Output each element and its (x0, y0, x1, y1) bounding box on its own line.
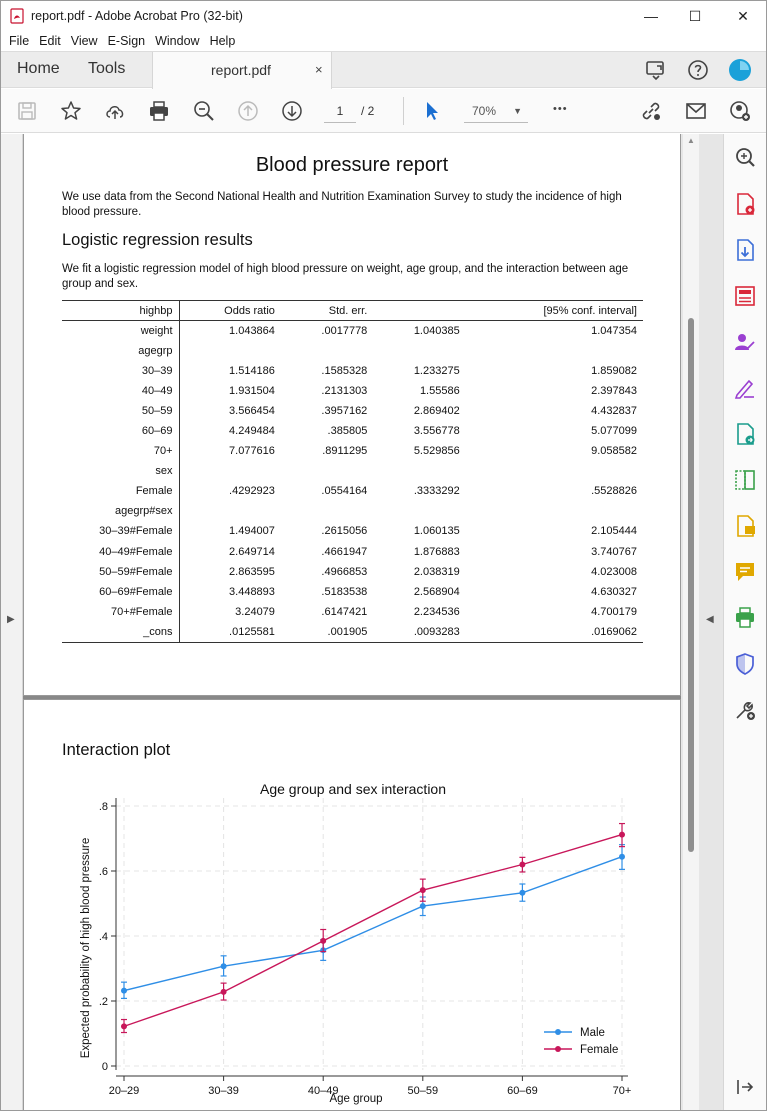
table-cell: 4.432837 (591, 404, 637, 417)
legend-marker (555, 1029, 561, 1035)
request-signatures-icon[interactable] (732, 329, 758, 355)
table-cell: 3.556778 (413, 425, 460, 438)
close-tab-icon[interactable]: × (315, 62, 323, 77)
column-header: [95% conf. interval] (466, 301, 643, 321)
chart-grid (116, 798, 628, 1070)
previous-page-icon[interactable] (236, 99, 260, 123)
table-cell (179, 341, 281, 361)
section-heading-plot: Interaction plot (62, 741, 171, 759)
table-cell: .3957162 (321, 404, 368, 417)
pdf-file-icon (9, 8, 25, 24)
row-label: sex (62, 461, 179, 481)
menu-bar (1, 31, 766, 51)
create-pdf-icon[interactable] (732, 191, 758, 217)
table-header-row (62, 301, 643, 321)
edit-pdf-comment-icon[interactable] (732, 513, 758, 539)
data-point (320, 938, 326, 944)
row-label: Female (62, 481, 179, 501)
account-avatar-icon[interactable] (728, 58, 752, 82)
table-cell (466, 341, 643, 361)
x-tick-label: 50–59 (407, 1085, 439, 1097)
window-title: report.pdf - Adobe Acrobat Pro (32-bit) (31, 9, 243, 23)
table-cell: .6147421 (321, 605, 368, 618)
save-icon[interactable] (15, 99, 39, 123)
table-cell: 1.233275 (413, 364, 460, 377)
table-cell: .4661947 (321, 545, 368, 558)
legend-marker (555, 1046, 561, 1052)
table-cell: .0093283 (373, 622, 465, 642)
title-bar (1, 1, 766, 31)
legend-label: Male (580, 1027, 605, 1039)
export-pdf-icon[interactable] (732, 237, 758, 263)
collapse-tools-pane-icon[interactable] (732, 1074, 758, 1100)
data-point (519, 862, 525, 868)
table-row (62, 321, 643, 341)
table-row (62, 542, 643, 562)
print-icon[interactable] (147, 99, 171, 123)
table-cell: 1.55586 (419, 384, 460, 397)
data-point (121, 988, 127, 994)
table-cell: 3.740767 (591, 545, 637, 558)
regression-table-body (62, 321, 643, 643)
table-cell: .0017778 (321, 324, 368, 337)
table-cell: 1.931504 (229, 384, 275, 397)
table-cell: 2.234536 (413, 605, 460, 618)
tab-tools[interactable]: Tools (88, 60, 126, 77)
table-cell (179, 461, 281, 481)
share-link-icon[interactable] (639, 99, 663, 123)
table-cell: .1585328 (321, 364, 368, 377)
y-tick-label: 0 (101, 1061, 108, 1073)
row-label: _cons (62, 622, 179, 642)
table-row (62, 582, 643, 602)
table-cell: 2.105444 (591, 525, 637, 538)
data-point (420, 887, 426, 893)
left-panel-collapsed[interactable] (1, 134, 23, 1111)
legend-label: Female (580, 1044, 619, 1056)
pdf-page-2 (23, 699, 681, 1111)
x-tick-label: 70+ (612, 1085, 632, 1097)
x-tick-label: 40–49 (307, 1085, 339, 1097)
table-cell (281, 461, 373, 481)
table-row (62, 441, 643, 461)
row-label: agegrp#sex (62, 501, 179, 521)
table-row (62, 622, 643, 642)
table-row (62, 461, 643, 481)
upload-cloud-icon[interactable] (103, 99, 127, 123)
table-row (62, 501, 643, 521)
search-zoom-icon[interactable] (732, 144, 758, 170)
x-axis-label: Age group (329, 1093, 383, 1105)
table-cell: .385805 (327, 425, 368, 438)
table-cell: 4.700179 (591, 605, 637, 618)
page-number-input[interactable]: 1 (324, 99, 356, 123)
column-header: Std. err. (281, 301, 373, 321)
data-point (221, 989, 227, 995)
table-row (62, 361, 643, 381)
table-row (62, 381, 643, 401)
fill-sign-icon[interactable] (732, 375, 758, 401)
table-cell: 1.859082 (591, 364, 637, 377)
table-cell: 5.529856 (413, 445, 460, 458)
row-label: 50–59#Female (62, 562, 179, 582)
table-cell: 1.040385 (413, 324, 460, 337)
table-cell: .2131303 (321, 384, 368, 397)
regression-table (62, 300, 643, 643)
scroll-up-icon[interactable]: ▲ (687, 136, 695, 145)
vertical-scrollbar[interactable] (683, 134, 699, 1111)
row-label: 30–39 (62, 361, 179, 381)
table-cell (179, 501, 281, 521)
table-cell: 2.038319 (413, 565, 460, 578)
y-tick-label: .8 (98, 801, 108, 813)
chart-title: Age group and sex interaction (259, 781, 447, 797)
document-viewport[interactable] (1, 134, 723, 1111)
table-cell (281, 501, 373, 521)
series-line-female (124, 835, 622, 1027)
compare-files-icon[interactable] (732, 467, 758, 493)
y-tick-label: .2 (98, 996, 108, 1008)
regression-paragraph: We fit a logistic regression model of high blood pressure on weight, age group, and the interaction between age group and sex. (62, 263, 629, 290)
table-row (62, 401, 643, 421)
interaction-plot (64, 770, 644, 1111)
menu-esign[interactable]: E-Sign (107, 34, 146, 48)
row-label: 60–69#Female (62, 582, 179, 602)
y-tick-label: .6 (98, 866, 108, 878)
table-row (62, 421, 643, 441)
section-heading-regression: Logistic regression results (62, 231, 253, 249)
pdf-page-1 (23, 134, 681, 696)
table-cell: .3333292 (413, 485, 460, 498)
row-label: agegrp (62, 341, 179, 361)
table-cell: .0169062 (466, 622, 643, 642)
column-header (373, 301, 465, 321)
expand-left-panel-icon[interactable]: ▶ (7, 614, 15, 625)
zoom-value: 70% (472, 104, 497, 118)
table-cell: 1.876883 (413, 545, 460, 558)
menu-view[interactable]: View (70, 34, 98, 48)
table-cell: 1.047354 (591, 324, 637, 337)
menu-window[interactable]: Window (155, 34, 200, 48)
table-cell: 5.077099 (591, 425, 637, 438)
intro-paragraph: We use data from the Second National Health and Nutrition Examination Survey to study the incidence of high blood pressure. (62, 191, 622, 218)
table-cell: 2.863595 (229, 565, 275, 578)
table-cell: 2.568904 (413, 585, 460, 598)
table-cell: .0125581 (179, 622, 281, 642)
series-line-male (124, 857, 622, 991)
table-cell: .5528826 (591, 485, 637, 498)
bookmark-star-icon[interactable] (59, 99, 83, 123)
table-cell (466, 501, 643, 521)
table-row (62, 341, 643, 361)
table-cell: .4292923 (229, 485, 275, 498)
column-header: Odds ratio (179, 301, 281, 321)
minimize-button[interactable]: — (644, 8, 658, 24)
table-cell (466, 461, 643, 481)
table-cell: 4.630327 (591, 585, 637, 598)
chevron-down-icon: ▼ (513, 106, 522, 116)
table-cell (373, 461, 465, 481)
share-screen-icon[interactable] (644, 58, 668, 82)
menu-edit[interactable]: Edit (39, 34, 61, 48)
select-cursor-icon[interactable] (420, 99, 444, 123)
organize-pages-icon[interactable] (732, 283, 758, 309)
table-cell: 4.023008 (591, 565, 637, 578)
table-cell: 4.249484 (229, 425, 275, 438)
scrollbar-thumb[interactable] (688, 318, 694, 852)
table-cell: 1.514186 (229, 364, 275, 377)
data-point (619, 854, 625, 860)
chart-axes (99, 798, 632, 1097)
add-user-icon[interactable] (728, 99, 752, 123)
tab-bar (1, 51, 766, 88)
row-label: weight (62, 321, 179, 341)
help-icon[interactable] (686, 58, 710, 82)
row-label: 60–69 (62, 421, 179, 441)
table-cell: 7.077616 (229, 445, 275, 458)
more-tools-icon[interactable]: ••• (553, 103, 568, 115)
x-tick-label: 60–69 (507, 1085, 538, 1097)
tab-home[interactable]: Home (17, 60, 60, 77)
x-tick-label: 20–29 (108, 1085, 140, 1097)
data-point (121, 1023, 127, 1029)
table-cell: .2615056 (321, 525, 368, 538)
comment-icon[interactable] (732, 559, 758, 585)
email-icon[interactable] (684, 99, 708, 123)
collapse-right-panel-icon[interactable]: ◀ (706, 614, 714, 625)
close-window-button[interactable]: ✕ (737, 7, 749, 24)
send-for-review-icon[interactable] (732, 421, 758, 447)
table-cell: 3.24079 (235, 605, 275, 618)
more-tools-wrench-icon[interactable] (732, 697, 758, 723)
table-row (62, 521, 643, 541)
row-label: 70+ (62, 441, 179, 461)
tab-report-pdf[interactable] (152, 52, 332, 89)
next-page-icon[interactable] (280, 99, 304, 123)
table-cell: .8911295 (322, 445, 368, 458)
column-header: highbp (62, 301, 179, 321)
row-label: 70+#Female (62, 602, 179, 622)
table-cell: 3.448893 (229, 585, 275, 598)
table-cell: .5183538 (321, 585, 368, 598)
table-cell: 2.869402 (413, 404, 460, 417)
maximize-button[interactable]: ☐ (688, 7, 702, 24)
protect-shield-icon[interactable] (732, 651, 758, 677)
report-title: Blood pressure report (255, 154, 449, 176)
table-cell: .001905 (281, 622, 373, 642)
tab-report-label: report.pdf (211, 62, 271, 78)
main-toolbar (1, 89, 766, 133)
table-cell: 9.058582 (591, 445, 637, 458)
table-cell (281, 341, 373, 361)
table-cell: .0554164 (321, 485, 368, 498)
table-cell: 1.060135 (413, 525, 460, 538)
menu-file[interactable]: File (9, 34, 30, 48)
page-total: / 2 (361, 104, 375, 118)
data-point (619, 832, 625, 838)
toolbar-divider (403, 97, 404, 125)
data-point (519, 890, 525, 896)
row-label: 40–49#Female (62, 542, 179, 562)
table-row (62, 562, 643, 582)
y-tick-label: .4 (98, 931, 108, 943)
data-point (420, 903, 426, 909)
menu-help[interactable]: Help (209, 34, 236, 48)
table-cell: .4966853 (321, 565, 368, 578)
row-label: 30–39#Female (62, 521, 179, 541)
table-cell: 1.043864 (229, 324, 275, 337)
table-row (62, 481, 643, 501)
table-cell (373, 501, 465, 521)
right-tools-panel (723, 134, 766, 1111)
table-row (62, 602, 643, 622)
data-point (221, 963, 227, 969)
y-axis-label: Expected probability of high blood pressure (80, 837, 92, 1059)
row-label: 40–49 (62, 381, 179, 401)
table-cell: 2.649714 (229, 545, 275, 558)
table-cell: 3.566454 (229, 404, 275, 417)
table-cell: 1.494007 (229, 525, 275, 538)
row-label: 50–59 (62, 401, 179, 421)
zoom-out-icon[interactable] (192, 99, 216, 123)
table-cell (373, 341, 465, 361)
chart-legend (544, 1027, 618, 1056)
x-tick-label: 30–39 (208, 1085, 239, 1097)
table-cell: 2.397843 (591, 384, 637, 397)
zoom-dropdown[interactable] (464, 99, 528, 123)
print-production-icon[interactable] (732, 605, 758, 631)
